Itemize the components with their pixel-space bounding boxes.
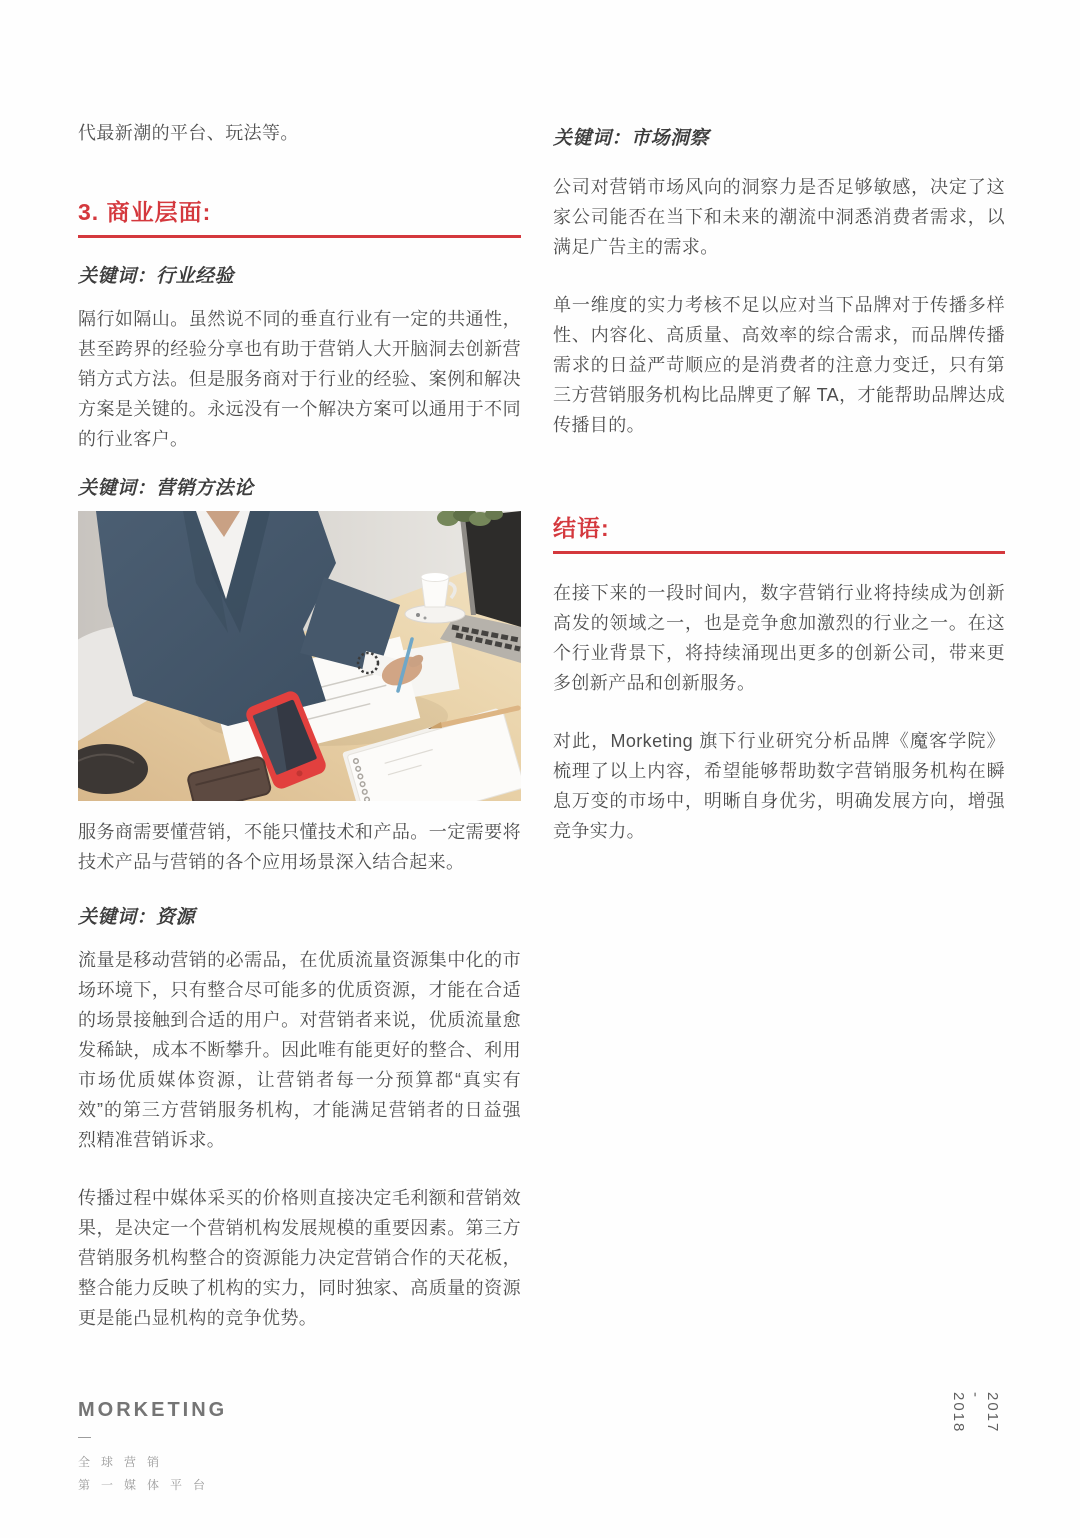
footer-year-start: 2017 [984,1392,1001,1434]
footer-year-separator: - [967,1392,984,1399]
footer-year-range [950,1392,1001,1472]
section-heading-business: 3. 商业层面: [78,199,212,225]
keyword-resources: 关键词：资源 [78,907,196,928]
paragraph-industry-experience: 隔行如隔山。虽然说不同的垂直行业有一定的共通性，甚至跨界的经验分享也有助于营销人大开脑洞去创新营销方式方法。但是服务商对于行业的经验、案例和解决方案是关键的。永远没有一个解决方案可以通用于不同的行业客户。 [78,309,521,449]
left-column [78,0,521,1333]
office-scene-illustration [78,511,521,801]
closing-heading: 结语: [553,515,610,541]
keyword-market-insight: 关键词：市场洞察 [553,128,710,149]
keyword-marketing-methodology: 关键词：营销方法论 [78,478,254,499]
lead-paragraph: 代最新潮的平台、玩法等。 [78,123,299,143]
section-heading-rule [78,235,521,238]
paragraph-resources-2: 传播过程中媒体采买的价格则直接决定毛利额和营销效果，是决定一个营销机构发展规模的重要因素。第三方营销服务机构整合的资源能力决定营销合作的天花板，整合能力反映了机构的实力，同时独家、高质量的资源更是能凸显机构的竞争优势。 [78,1188,521,1328]
closing-paragraph-1: 在接下来的一段时间内，数字营销行业将持续成为创新高发的领域之一，也是竞争愈加激烈的行业之一。在这个行业背景下，将持续涌现出更多的创新公司，带来更多创新产品和创新服务。 [553,583,1005,693]
morketing-logo: MORKETING [78,1399,228,1421]
footer-dash: — [78,1429,91,1444]
closing-paragraph-2: 对此，Morketing 旗下行业研究分析品牌《魔客学院》梳理了以上内容，希望能够帮助数字营销服务机构在瞬息万变的市场中，明晰自身优劣，明确发展方向，增强竞争实力。 [553,731,1005,841]
closing-heading-rule [553,551,1005,554]
footer-tagline-2: 第一媒体平台 [78,1478,217,1492]
keyword-industry-experience: 关键词：行业经验 [78,266,235,287]
footer-brand-block [78,1399,227,1493]
businessman-at-desk-photo [78,511,521,801]
paragraph-insight-1: 公司对营销市场风向的洞察力是否足够敏感，决定了这家公司能否在当下和未来的潮流中洞悉消费者需求，以满足广告主的需求。 [553,177,1005,257]
paragraph-insight-2: 单一维度的实力考核不足以应对当下品牌对于传播多样性、内容化、高质量、高效率的综合需求，而品牌传播需求的日益严苛顺应的是消费者的注意力变迁，只有第三方营销服务机构比品牌更了解 TA，才能帮助品牌达成传播目的。 [553,295,1005,435]
paragraph-resources-1: 流量是移动营销的必需品，在优质流量资源集中化的市场环境下，只有整合尽可能多的优质资源，才能在合适的场景接触到合适的用户。对营销者来说，优质流量愈发稀缺，成本不断攀升。因此唯有能更好的整合、利用市场优质媒体资源，让营销者每一分预算都“真实有效”的第三方营销服务机构，才能满足营销者的日益强烈精准营销诉求。 [78,950,521,1150]
paragraph-methodology: 服务商需要懂营销，不能只懂技术和产品。一定需要将技术产品与营销的各个应用场景深入结合起来。 [78,822,521,872]
right-column [553,0,1005,846]
footer-tagline-1: 全球营销 [78,1455,171,1469]
footer-year-end: 2018 [950,1392,967,1434]
